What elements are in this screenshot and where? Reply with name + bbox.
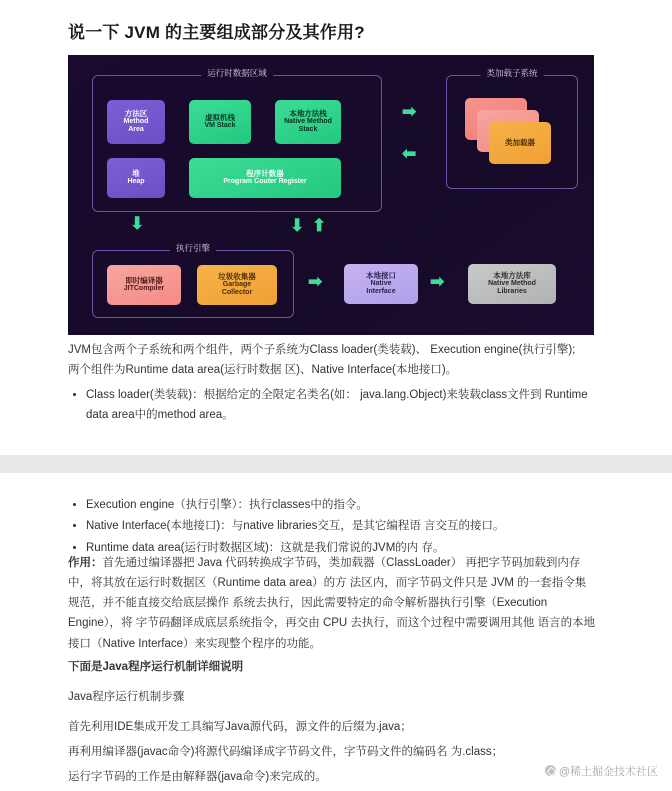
garbage-collector-cn: 垃圾收集器 bbox=[218, 271, 256, 281]
garbage-collector-box bbox=[197, 265, 277, 305]
vm-stack-en: VM Stack bbox=[204, 122, 236, 130]
native-method-libraries-en: Native Method bbox=[488, 280, 536, 288]
jit-compiler-box bbox=[107, 265, 181, 305]
heap-box bbox=[107, 158, 165, 198]
method-area-en2: Area bbox=[128, 126, 144, 134]
step-3: 运行字节码的工作是由解释器(java命令)来完成的。 bbox=[68, 771, 327, 783]
page-title: 说一下 JVM 的主要组成部分及其作用? bbox=[68, 23, 365, 42]
vm-stack-box bbox=[189, 100, 251, 144]
class-loader-card-front bbox=[489, 122, 551, 164]
garbage-collector-en: Garbage bbox=[222, 281, 252, 289]
intro-line-2: 两个组件为Runtime data area(运行时数据 区)、Native Interface(本地接口)。 bbox=[68, 364, 458, 377]
execution-engine-title: 执行引擎 bbox=[170, 242, 216, 254]
jit-compiler-cn: 即时编译器 bbox=[125, 275, 163, 285]
jit-compiler-en: JITCompiler bbox=[123, 285, 165, 293]
effect-paragraph bbox=[68, 553, 596, 654]
arrow-down-left: ⬇ bbox=[130, 214, 145, 233]
pc-register-box bbox=[189, 158, 341, 198]
runtime-data-area-title: 运行时数据区域 bbox=[201, 67, 273, 79]
watermark-text: @稀土掘金技术社区 bbox=[558, 766, 658, 778]
list-item: • Class loader(类装载)：根据给定的全限定名类名(如： java.lang.Object)来装载class文件到 Runtime data area中的method area。 bbox=[86, 385, 596, 426]
bullets-top-list bbox=[68, 385, 596, 426]
class-loader-subsystem-title: 类加载子系统 bbox=[480, 67, 543, 79]
list-item: • Runtime data area(运行时数据区域)：这就是我们常说的JVM的内 存。 bbox=[86, 538, 596, 558]
list-item: • Execution engine（执行引擎）：执行classes中的指令。 bbox=[86, 495, 596, 515]
step-2: 再利用编译器(javac命令)将源代码编译成字节码文件，字节码文件的编码名 为.class； bbox=[68, 746, 504, 758]
heap-cn: 堆 bbox=[132, 168, 140, 178]
arrow-left-top: ⬅ bbox=[402, 144, 417, 163]
arrow-right-bottom-2: ➡ bbox=[430, 272, 445, 291]
jvm-architecture-diagram bbox=[68, 55, 594, 335]
native-interface-en2: Interface bbox=[366, 288, 396, 296]
native-interface-cn: 本地接口 bbox=[366, 270, 396, 280]
arrow-right-top: ➡ bbox=[402, 102, 417, 121]
step-1: 首先利用IDE集成开发工具编写Java源代码，源文件的后缀为.java； bbox=[68, 721, 412, 733]
steps-title: Java程序运行机制步骤 bbox=[68, 691, 185, 703]
subheading: 下面是Java程序运行机制详细说明 bbox=[68, 661, 244, 673]
native-method-libraries-cn: 本地方法库 bbox=[493, 270, 531, 280]
native-method-stack-cn: 本地方法栈 bbox=[289, 108, 327, 118]
watermark bbox=[545, 763, 658, 779]
native-method-libraries-en2: Libraries bbox=[497, 288, 527, 296]
bullets-top-block bbox=[68, 385, 596, 427]
list-item: • Native Interface(本地接口)：与native libraries交互，是其它编程语 言交互的接口。 bbox=[86, 516, 596, 536]
vm-stack-cn: 虚拟机栈 bbox=[205, 112, 235, 122]
juejin-logo-icon bbox=[545, 765, 556, 776]
arrow-right-bottom-1: ➡ bbox=[308, 272, 323, 291]
native-method-stack-box bbox=[275, 100, 341, 144]
native-interface-en: Native bbox=[370, 280, 392, 288]
class-loader-subsystem-section bbox=[446, 68, 578, 189]
arrow-down-mid: ⬇ bbox=[290, 216, 305, 235]
runtime-data-area-section bbox=[92, 68, 382, 212]
native-method-libraries-box bbox=[468, 264, 556, 304]
method-area-en: Method bbox=[123, 118, 149, 126]
intro-line-1: JVM包含两个子系统和两个组件，两个子系统为Class loader(类装载)、 Execution engine(执行引擎); bbox=[68, 344, 576, 356]
heap-en: Heap bbox=[127, 178, 145, 186]
bullets-bottom-list bbox=[68, 495, 596, 558]
native-interface-box bbox=[344, 264, 418, 304]
section-divider bbox=[0, 455, 672, 473]
class-loader-cn: 类加载器 bbox=[505, 137, 535, 147]
effect-label: 作用： bbox=[68, 557, 103, 569]
intro-paragraph bbox=[68, 340, 596, 380]
execution-engine-section bbox=[92, 243, 294, 318]
pc-register-en: Program Couter Register bbox=[223, 178, 307, 186]
garbage-collector-en2: Collector bbox=[221, 289, 253, 297]
bullets-bottom-block bbox=[68, 495, 596, 559]
arrow-up-mid: ⬆ bbox=[312, 216, 327, 235]
native-method-stack-en: Native Method Stack bbox=[284, 118, 332, 134]
method-area-box bbox=[107, 100, 165, 144]
pc-register-cn: 程序计数器 bbox=[246, 168, 284, 178]
effect-text: 首先通过编译器把 Java 代码转换成字节码，类加载器（ClassLoader） 再把字节码加载到内存中，将其放在运行时数据区（Runtime data area）的方 法区内，而字节码文件只是 JVM 的一套指令集规范，并不能直接交给底层操作 系统去执行，因此需要特定的命令解析器执行引擎（Execution Engine），将 字节码翻译成底层系统指令，再交由 CPU 去执行，而这个过程中需要调用其他 语言的本地接口（Native Interface）来实现整个程序的功能。 bbox=[68, 557, 596, 650]
method-area-cn: 方法区 bbox=[124, 108, 148, 118]
